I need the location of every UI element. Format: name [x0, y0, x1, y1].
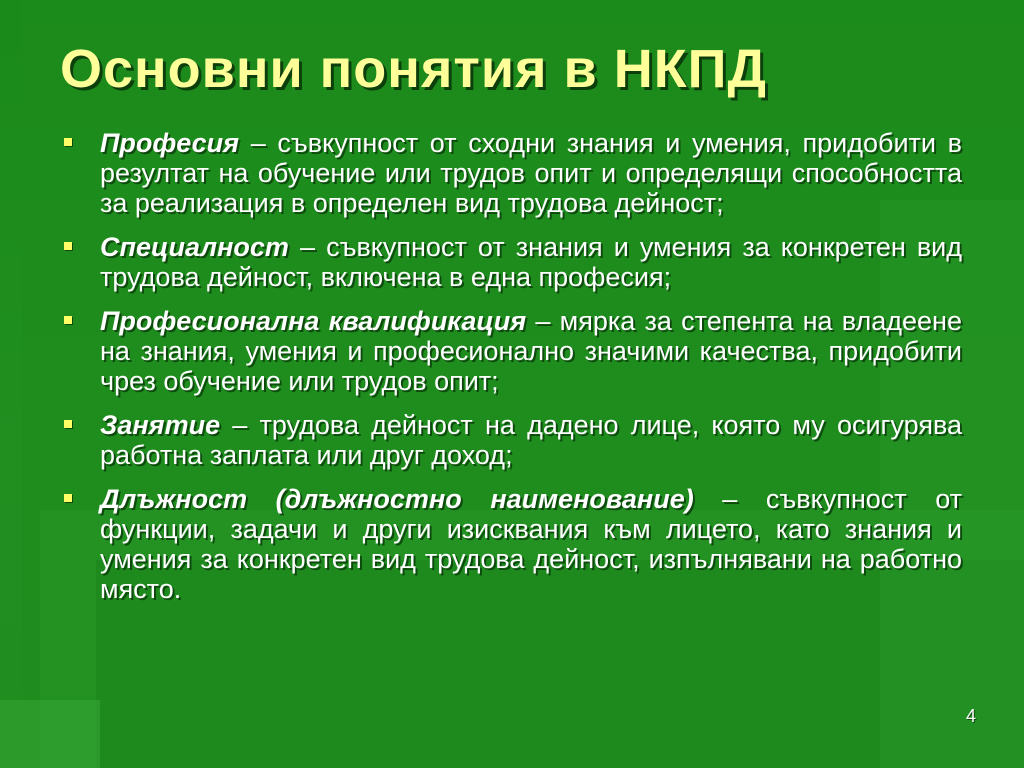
definition: – мярка за степента на владеене на знания, умения и професионално значими качества, придобити чрез обучение или трудов опит;: [100, 306, 962, 396]
term: Занятие: [100, 410, 221, 440]
list-item: [62, 484, 962, 604]
term: Професионална квалификация: [100, 306, 527, 336]
definition: – съвкупност от функции, задачи и други изисквания към лицето, като знания и умения за конкретен вид трудова дейност, изпълнявани на работно място.: [100, 484, 962, 604]
list-item: [62, 232, 962, 292]
slide-title: Основни понятия в НКПД: [60, 39, 767, 99]
term: Длъжност (длъжностно наименование): [100, 484, 694, 514]
definition: – съвкупност от сходни знания и умения, придобити в резултат на обучение или трудов опит и определящи способността за реализация в определен вид трудова дейност;: [100, 128, 962, 218]
page-number: 4: [966, 706, 977, 726]
list-item: [62, 306, 962, 396]
square-bullet-icon: [64, 242, 72, 250]
square-bullet-icon: [64, 494, 72, 502]
definitions-list: [62, 128, 962, 618]
term: Професия: [100, 128, 240, 158]
square-bullet-icon: [64, 420, 72, 428]
definition: – трудова дейност на дадено лице, която му осигурява работна заплата или друг доход;: [100, 410, 962, 470]
list-item: [62, 410, 962, 470]
definition: – съвкупност от знания и умения за конкретен вид трудова дейност, включена в една професия;: [100, 232, 962, 292]
square-bullet-icon: [64, 138, 72, 146]
term: Специалност: [100, 232, 289, 262]
background-panel: [0, 700, 100, 768]
list-item: [62, 128, 962, 218]
square-bullet-icon: [64, 316, 72, 324]
